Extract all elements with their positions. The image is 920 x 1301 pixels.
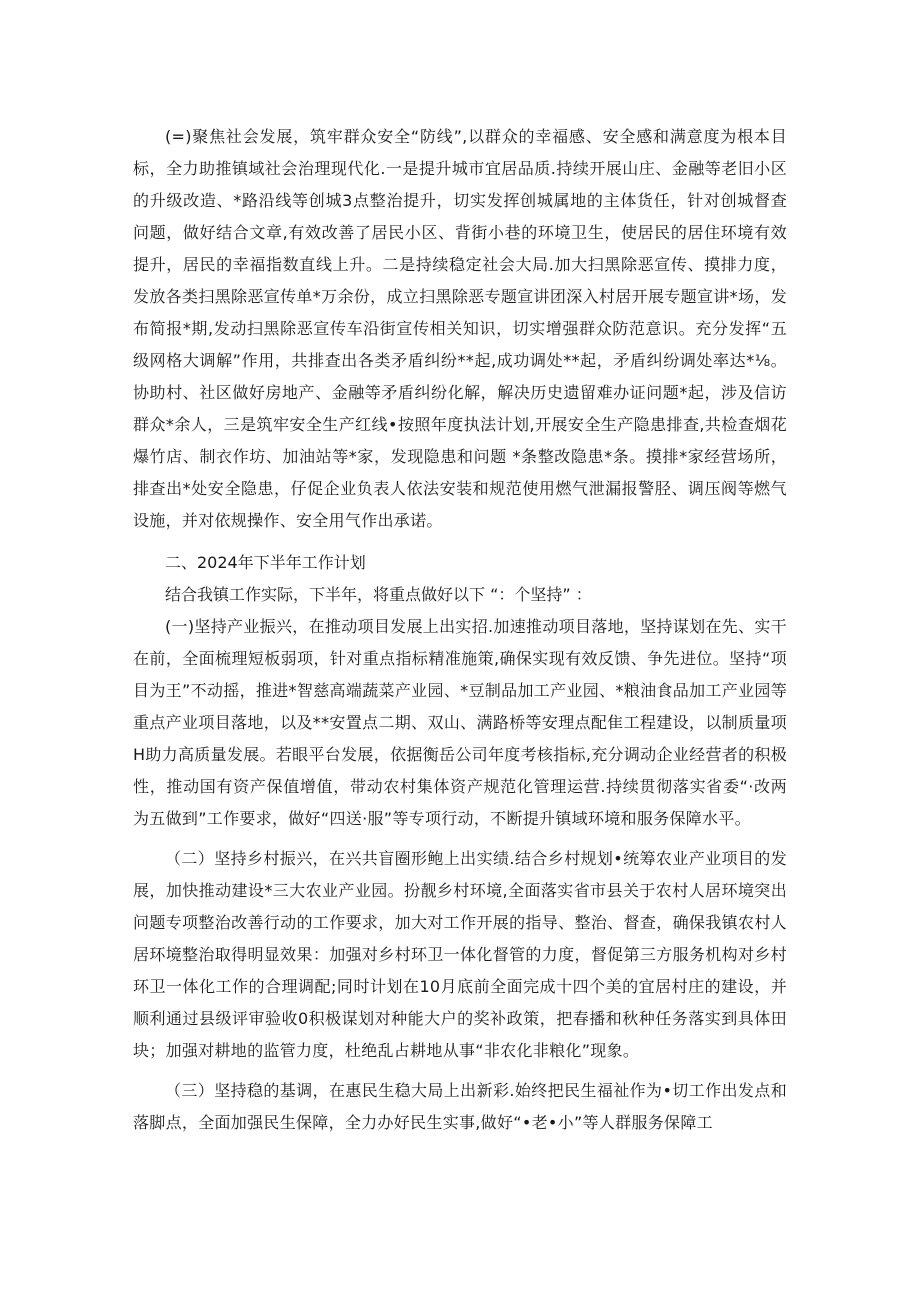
plan-intro: 结合我镇工作实际，下半年，将重点做好以下 “：个坚持” ：	[165, 585, 592, 604]
paragraph-livelihood: （三）坚持稳的基调，在惠民生稳大局上出新彩.始终把民生福祉作为•切工作出发点和落脚点，全面加强民生保障，全力办好民生实事,做好“•老•小”等人群服务保障工	[133, 1081, 787, 1132]
paragraph-rural-revitalization: （二）坚持乡村振兴，在兴共盲圈形鲍上出实绩.结合乡村规划•统筹农业产业项目的发展，加快推动建设*三大农业产业园。扮靓乡村环境,全面落实省市县关于农村人居环境突出问题专项整治改善行动的工作要求，加大对工作开展的指导、整治、督查，确保我镇农村人居环境整治取得明显效果：加强对乡村环卫一体化督管的力度，督促第三方服务机构对乡村环卫一体化工作的合理调配;同时计划在10月底前全面完成十四个美的宜居村庄的建设，并顺利通过县级评审验收0积极谋划对种能大户的奖补政策，把春播和秋种任务落实到具体田块；加强对耕地的监管力度，杜绝乱占耕地从事“非农化非粮化”现象。	[133, 849, 787, 1060]
section-heading: 二、2024年下半年工作计划	[165, 553, 366, 572]
paragraph-industry-revitalization: (一)坚持产业振兴，在推动项目发展上出实招.加速推动项目落地，坚持谋划在先、实干在前，全面梳理短板弱项，针对重点指标精准施策,确保实现有效反馈、争先进位。坚持“项目为王”不动摇，推进*智慈高端蔬菜产业园、*豆制品加工产业园、*粮油食品加工产业园等重点产业项目落地，以及**安置点二期、双山、满路桥等安理点配隹工程建设，以制质量项H助力高质量发展。若眼平台发展，依据衡岳公司年度考核指标,充分调动企业经营者的积极性，推动国有资产保值增值，带动农村集体资产规范化管理运营.持续贯彻落实省委“·改两为五做到”工作要求，做好“四送·服”等专项行动，不断提升镇域环境和服务保障水平。	[133, 617, 787, 828]
paragraph-social-development: (=)聚焦社会发展，筑牢群众安全“防线”,以群众的幸福感、安全感和满意度为根本目标，全力助推镇域社会治理现代化.一是提升城市宜居品质.持续开展山庄、金融等老旧小区的升级改造、*路沿线等创城3点整治提升，切实发挥创城属地的主体货任，针对创城督查问题，做好结合文章,有效改善了居民小区、背街小巷的环境卫生，使居民的居住环境有效提升，居民的幸福指数直线上升。二是持续稳定社会大局.加大扫黑除恶宣传、摸排力度，发放各类扫黑除恶宣传单*万余份，成立扫黑除恶专题宣讲团深入村居开展专题宣讲*场，发布简报*期,发动扫黑除恶宣传车沿街宣传相关知识，切实增强群众防范意识。充分发挥“五级网格大调解”作用，共排查出各类矛盾纠纷**起,成功调处**起，矛盾纠纷调处率达*⅛。协助村、社区做好房地产、金融等矛盾纠纷化解，解决历史遗留难办证问题*起，涉及信访群众*余人，三是筑牢安全生产红线•按照年度执法计划,开展安全生产隐患排查,共检查烟花爆竹店、制衣作坊、加油站等*家，发现隐患和问题 *条整改隐患*条。摸排*家经营场所，排查出*处安全隐患，仔促企业负表人依法安装和规范使用燃气泄漏报警胫、调压阀等燃气设施，并对依规操作、安全用气作出承诺。	[133, 127, 787, 530]
